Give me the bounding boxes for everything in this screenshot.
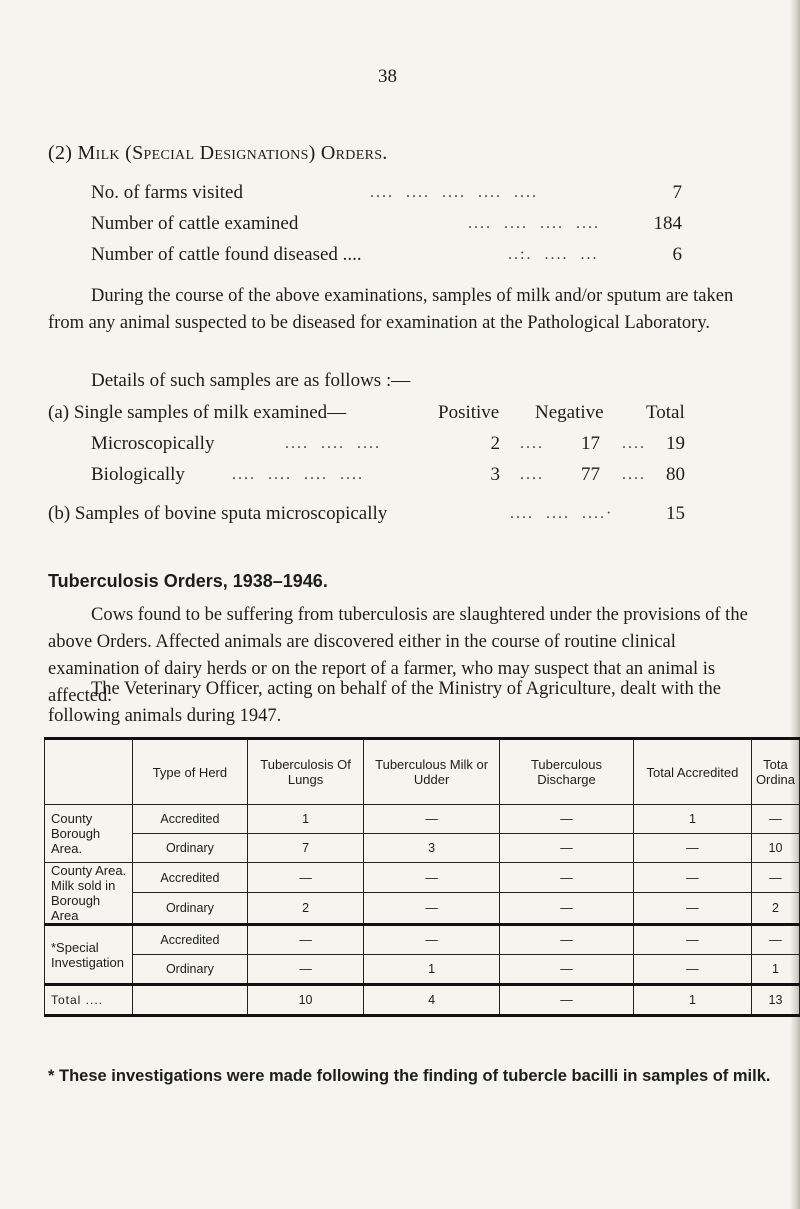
table-cell: 3 — [364, 834, 500, 863]
table-cell: 2 — [247, 893, 363, 925]
table-row — [45, 925, 800, 955]
table-cell: — — [633, 925, 751, 955]
table-cell: — — [751, 863, 799, 893]
samples-row-label: Microscopically — [91, 433, 215, 454]
table-cell: Accredited — [132, 925, 247, 955]
table-cell: — — [633, 834, 751, 863]
section-heading-title: Milk (Special Designations) Orders. — [77, 142, 388, 164]
table-cell: 1 — [751, 955, 799, 985]
table-cell: — — [633, 955, 751, 985]
table-area-cell: County Area. Milk sold in Borough Area — [45, 863, 133, 925]
leader-dots: .... .... .... — [285, 435, 381, 452]
samples-b-label: (b) Samples of bovine sputa microscopically — [48, 503, 388, 524]
table-cell: Ordinary — [132, 955, 247, 985]
table-cell: — — [500, 834, 634, 863]
table-cell: — — [751, 805, 799, 834]
footnote: * These investigations were made following the finding of tubercle bacilli in samples of milk. — [48, 1067, 771, 1085]
samples-value-negative: 77 — [581, 464, 600, 485]
table-area-cell: *Special Investigation — [45, 925, 133, 985]
col-header-total: Total — [646, 402, 685, 423]
table-row — [45, 893, 800, 925]
leader-dots: .... .... .... .... — [468, 215, 600, 232]
stat-value-cattle-diseased: 6 — [672, 244, 682, 265]
table-cell — [132, 985, 247, 1016]
table-cell: — — [247, 925, 363, 955]
table-cell: Accredited — [132, 805, 247, 834]
leader-dots: .... .... .... .... — [232, 466, 364, 483]
table-cell: Ordinary — [132, 893, 247, 925]
table-row — [45, 805, 800, 834]
col-header-positive: Positive — [438, 402, 500, 423]
table-cell: — — [364, 893, 500, 925]
tb-paragraph-2: The Veterinary Officer, acting on behalf of the Ministry of Agriculture, dealt with the following animals during 1947. — [48, 679, 721, 726]
table-header-cell: Tuberculosis Of Lungs — [247, 739, 363, 805]
stat-value-cattle-examined: 184 — [653, 213, 682, 234]
samples-a-label: (a) Single samples of milk examined— — [48, 402, 347, 423]
samples-value-total: 80 — [666, 464, 685, 485]
table-cell: — — [633, 893, 751, 925]
table-cell: — — [247, 863, 363, 893]
samples-value-positive: 2 — [490, 433, 500, 454]
table-cell: 1 — [247, 805, 363, 834]
table-row — [45, 955, 800, 985]
samples-row-label: Biologically — [91, 464, 185, 485]
samples-value-total: 19 — [666, 433, 685, 454]
table-header-row — [45, 739, 800, 805]
table-cell: 4 — [364, 985, 500, 1016]
table-cell: — — [633, 863, 751, 893]
page-edge-shadow — [790, 0, 800, 1209]
samples-b-value: 15 — [666, 503, 685, 524]
table-header-cell: Tuberculous Milk or Udder — [364, 739, 500, 805]
table-cell: 1 — [633, 985, 751, 1016]
table-cell: Accredited — [132, 863, 247, 893]
leader-dots: .... — [520, 466, 544, 483]
details-intro: Details of such samples are as follows :— — [91, 370, 411, 391]
table-cell: — — [364, 925, 500, 955]
page-number: 38 — [378, 66, 397, 87]
tb-heading: Tuberculosis Orders, 1938–1946. — [48, 571, 328, 591]
table-cell: Ordinary — [132, 834, 247, 863]
samples-value-positive: 3 — [490, 464, 500, 485]
table-row — [45, 834, 800, 863]
table-cell: 10 — [247, 985, 363, 1016]
table-cell: — — [364, 863, 500, 893]
table-cell: — — [500, 955, 634, 985]
leader-dots: .... — [520, 435, 544, 452]
table-header-cell: Total Accredited — [633, 739, 751, 805]
table-cell: 1 — [633, 805, 751, 834]
stat-label-cattle-examined: Number of cattle examined — [91, 213, 299, 234]
table-header-cell: Type of Herd — [132, 739, 247, 805]
table-cell: 10 — [751, 834, 799, 863]
table-area-cell: County Borough Area. — [45, 805, 133, 863]
leader-dots: ..:. .... ... — [508, 246, 599, 263]
table-header-cell: Tota Ordina — [751, 739, 799, 805]
stat-label-farms: No. of farms visited — [91, 182, 243, 203]
table-cell: 13 — [751, 985, 799, 1016]
table-row — [45, 863, 800, 893]
table-cell: — — [364, 805, 500, 834]
leader-dots: .... .... ....· — [510, 505, 614, 522]
col-header-negative: Negative — [535, 402, 604, 423]
leader-dots: .... — [622, 435, 646, 452]
table-cell: — — [500, 985, 634, 1016]
stat-label-cattle-diseased: Number of cattle found diseased .... — [91, 244, 362, 265]
samples-value-negative: 17 — [581, 433, 600, 454]
stat-value-farms: 7 — [672, 182, 682, 203]
table-header-cell — [45, 739, 133, 805]
table-cell: — — [500, 805, 634, 834]
tb-paragraph-1: Cows found to be suffering from tuberculosis are slaughtered under the provisions of the above Orders. Affected animals are discovered either in the course of routine clinical examination of dairy herds or on the report of a farmer, who may suspect that an animal is affected. — [48, 605, 748, 706]
table-cell: — — [500, 925, 634, 955]
leader-dots: .... .... .... .... .... — [370, 184, 538, 201]
table-cell: 2 — [751, 893, 799, 925]
table-cell: 7 — [247, 834, 363, 863]
table-total-label: Total .... — [45, 985, 133, 1016]
table-header-cell: Tuberculous Discharge — [500, 739, 634, 805]
table-cell: — — [247, 955, 363, 985]
section-heading — [48, 142, 388, 165]
leader-dots: .... — [622, 466, 646, 483]
section-heading-prefix: (2) — [48, 142, 78, 164]
tuberculosis-table — [44, 737, 800, 1017]
table-cell: — — [751, 925, 799, 955]
paragraph-samples: During the course of the above examinations, samples of milk and/or sputum are taken from any animal suspected to be diseased for examination at the Pathological Laboratory. — [48, 286, 734, 333]
table-cell: — — [500, 893, 634, 925]
table-total-row — [45, 985, 800, 1016]
table-cell: 1 — [364, 955, 500, 985]
table-cell: — — [500, 863, 634, 893]
